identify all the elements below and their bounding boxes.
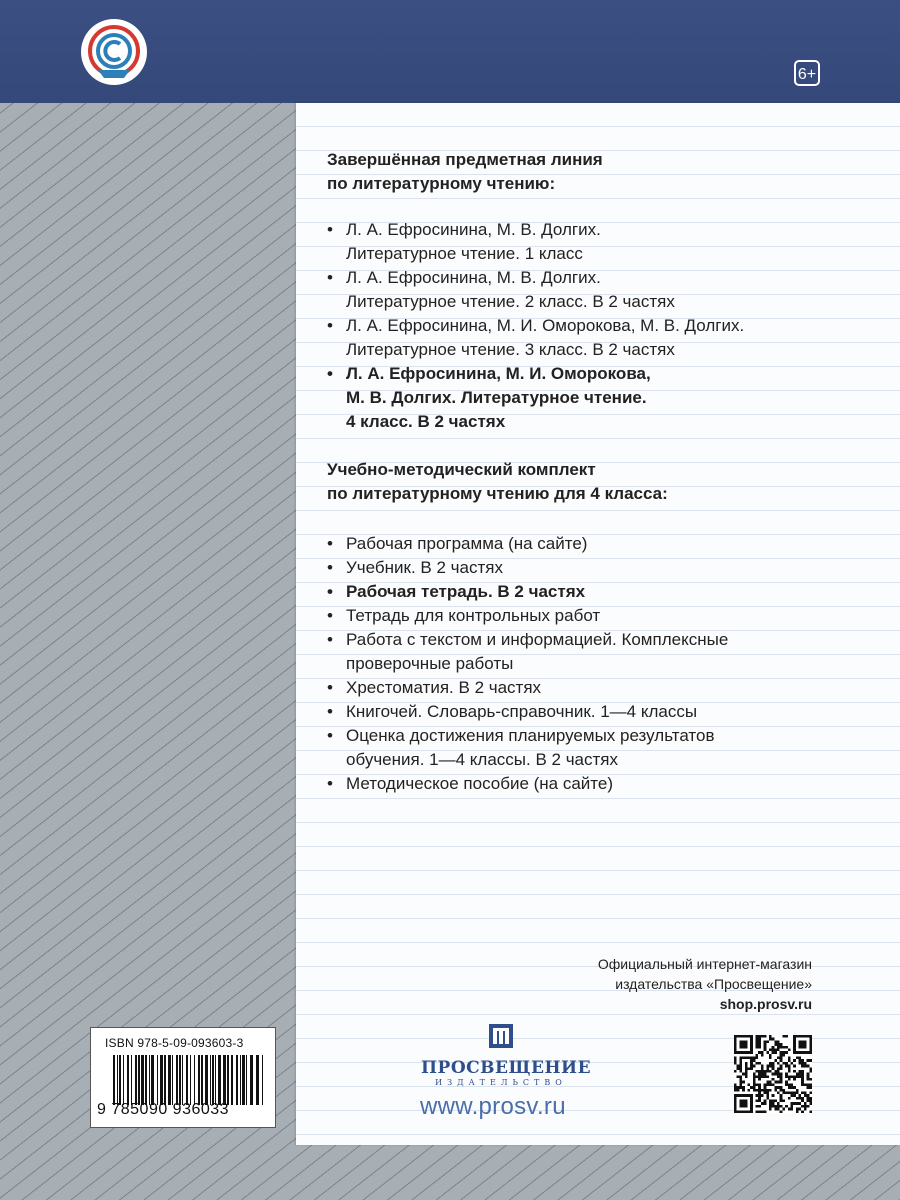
shop-url-link[interactable]: shop.prosv.ru (719, 996, 812, 1012)
section2-heading (327, 458, 887, 506)
publisher-emblem-icon (486, 1021, 516, 1051)
list-item-current (327, 362, 887, 434)
section1-heading-line2: по литературному чтению: (327, 174, 556, 193)
list-item (327, 772, 887, 796)
item-line: Методическое пособие (на сайте) (346, 774, 614, 793)
item-line: М. В. Долгих. Литературное чтение. (346, 388, 647, 407)
item-line: Л. А. Ефросинина, М. И. Оморокова, (346, 364, 651, 383)
item-line: Рабочая тетрадь. В 2 частях (346, 582, 586, 601)
item-line: Л. А. Ефросинина, М. В. Долгих. (346, 220, 601, 239)
isbn-barcode-box (90, 1027, 276, 1128)
item-line: обучения. 1—4 классы. В 2 частях (346, 750, 619, 769)
list-item (327, 700, 887, 724)
item-line: Оценка достижения планируемых результатов (346, 726, 715, 745)
list-item (327, 724, 887, 772)
list-item-current (327, 580, 887, 604)
item-line: Тетрадь для контрольных работ (346, 606, 601, 625)
item-line: Учебник. В 2 частях (346, 558, 503, 577)
item-line: Хрестоматия. В 2 частях (346, 678, 542, 697)
list-item (327, 314, 887, 362)
item-line: Литературное чтение. 1 класс (346, 244, 583, 263)
shop-line1: Официальный интернет-магазин (597, 956, 812, 972)
shop-line2: издательства «Просвещение» (615, 976, 812, 992)
section1-list (327, 218, 887, 434)
shop-info (598, 954, 812, 1014)
publisher-name: ПРОСВЕЩЕНИЕ (421, 1058, 592, 1078)
section1-heading-line1: Завершённая предметная линия (327, 150, 603, 169)
top-bar (0, 0, 900, 103)
isbn-digits: 9 785090 936033 (97, 1101, 230, 1118)
series-logo-icon (80, 18, 148, 86)
list-item (327, 604, 887, 628)
section1-heading (327, 148, 887, 196)
item-line: Рабочая программа (на сайте) (346, 534, 588, 553)
item-line: проверочные работы (346, 654, 514, 673)
content-area (327, 148, 887, 796)
item-line: Работа с текстом и информацией. Комплексные (346, 630, 729, 649)
list-item (327, 532, 887, 556)
qr-code-icon[interactable] (734, 1035, 812, 1113)
list-item (327, 218, 887, 266)
section2-heading-line1: Учебно-методический комплект (327, 460, 596, 479)
item-line: 4 класс. В 2 частях (346, 412, 506, 431)
barcode-icon (113, 1055, 263, 1105)
list-item (327, 266, 887, 314)
section2-list (327, 532, 887, 796)
age-rating-badge: 6+ (794, 60, 820, 86)
list-item (327, 628, 887, 676)
publisher-logo (421, 1021, 592, 1087)
item-line: Л. А. Ефросинина, М. В. Долгих. (346, 268, 601, 287)
section2-heading-line2: по литературному чтению для 4 класса: (327, 484, 668, 503)
item-line: Л. А. Ефросинина, М. И. Оморокова, М. В. Долгих. (346, 316, 745, 335)
list-item (327, 556, 887, 580)
item-line: Литературное чтение. 3 класс. В 2 частях (346, 340, 675, 359)
list-item (327, 676, 887, 700)
publisher-website-link[interactable]: www.prosv.ru (420, 1093, 566, 1120)
isbn-label: ISBN 978-5-09-093603-3 (105, 1036, 244, 1050)
publisher-subtitle: ИЗДАТЕЛЬСТВО (435, 1078, 567, 1087)
item-line: Литературное чтение. 2 класс. В 2 частях (346, 292, 675, 311)
item-line: Книгочей. Словарь-справочник. 1—4 классы (346, 702, 698, 721)
